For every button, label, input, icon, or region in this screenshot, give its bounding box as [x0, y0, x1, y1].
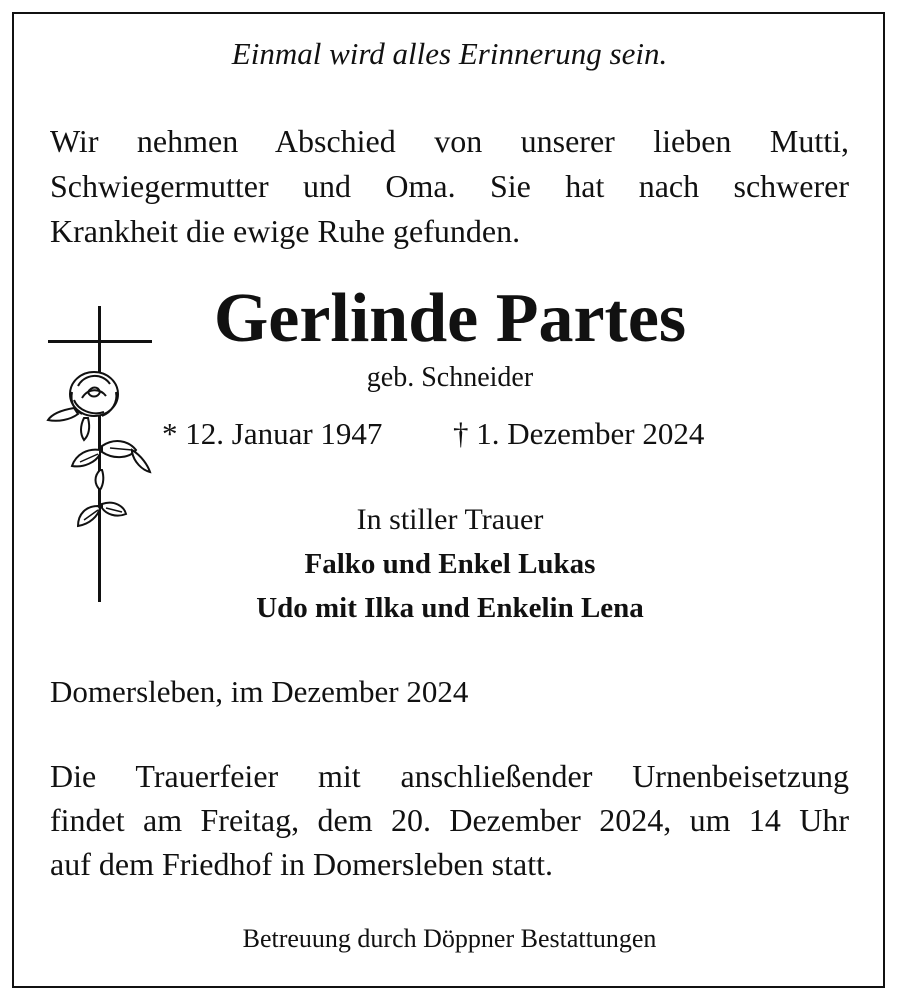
intro-line: Wir nehmen Abschied von unserer lieben Mutti, — [50, 123, 849, 159]
ceremony-line: Die Trauerfeier mit anschließender Urnenbeisetzung — [50, 758, 849, 794]
intro-line: Krankheit die ewige Ruhe gefunden. — [50, 213, 521, 249]
ceremony-text — [50, 754, 849, 886]
place-and-date: Domersleben, im Dezember 2024 — [50, 674, 469, 709]
ceremony-line: findet am Freitag, dem 20. Dezember 2024, um 14 Uhr — [50, 802, 849, 838]
maiden-name: geb. Schneider — [366, 362, 534, 393]
birth-date: * 12. Januar 1947 — [162, 416, 383, 451]
mourning-heading: In stiller Trauer — [356, 503, 544, 536]
motto: Einmal wird alles Erinnerung sein. — [231, 36, 668, 71]
intro-text — [50, 119, 849, 254]
ceremony-line: auf dem Friedhof in Domersleben statt. — [50, 846, 553, 882]
deceased-name: Gerlinde Partes — [213, 280, 687, 357]
mourner-names: Falko und Enkel Lukas — [304, 548, 596, 580]
mourners-block — [150, 498, 750, 630]
mourner-names: Udo mit Ilka und Enkelin Lena — [256, 592, 644, 624]
funeral-home-credit: Betreuung durch Döppner Bestattungen — [242, 924, 657, 953]
intro-line: Schwiegermutter und Oma. Sie hat nach schwerer — [50, 168, 849, 204]
death-date: † 1. Dezember 2024 — [453, 416, 705, 451]
